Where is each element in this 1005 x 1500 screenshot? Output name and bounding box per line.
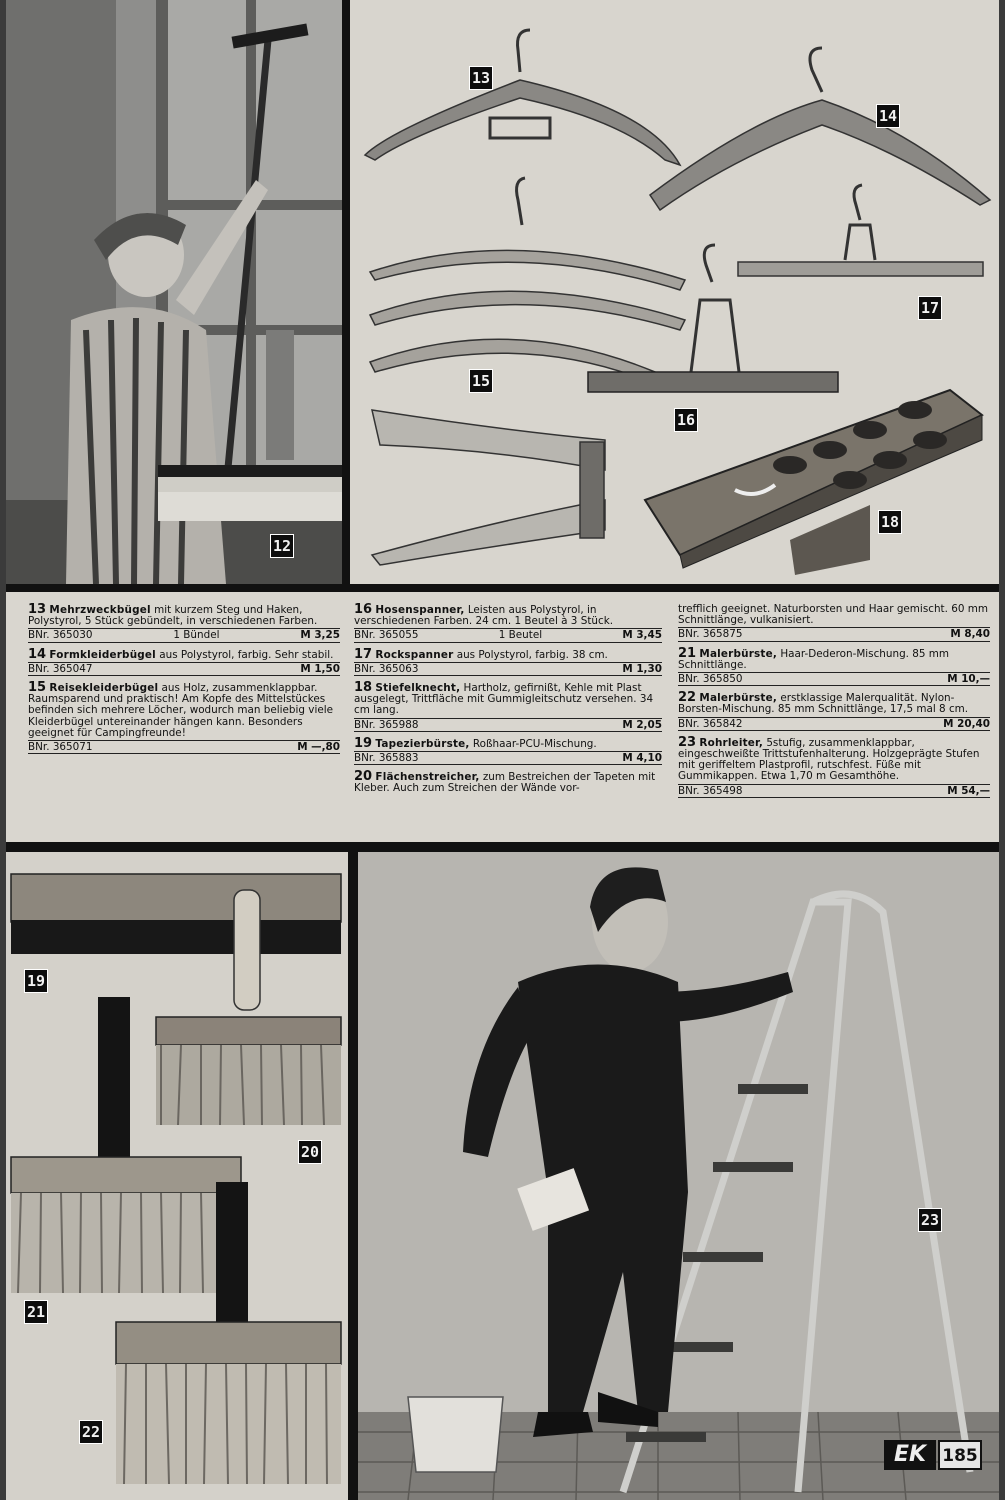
rule-vertical-bottom xyxy=(348,852,358,1500)
entry-description: erstklassige Malerqualität. Nylon-Borsten-Mischung. 85 mm Schnittlänge, 17,5 mal 8 cm. xyxy=(678,692,969,716)
order-number: BNr. 365850 xyxy=(678,673,743,686)
tag-21: 21 xyxy=(24,1300,48,1324)
entry-description: Leisten aus Polystyrol, in verschiedenen Farben. 24 cm. 1 Beutel à 3 Stück. xyxy=(354,604,614,628)
tag-12: 12 xyxy=(270,534,294,558)
order-unit: 1 Beutel xyxy=(498,629,543,642)
tag-23: 23 xyxy=(918,1208,942,1232)
order-row xyxy=(28,628,340,642)
text-column-2 xyxy=(354,604,662,801)
photo-window-cleaner xyxy=(6,0,342,584)
price: M 54,— xyxy=(947,784,990,797)
entry-name: Rohrleiter, xyxy=(699,736,763,749)
entry-name: Reisekleiderbügel xyxy=(49,682,159,695)
entry-name: Stiefelknecht, xyxy=(375,682,461,695)
entry-19 xyxy=(354,735,662,765)
entry-name: Hosenspanner, xyxy=(375,604,465,616)
price: M 4,10 xyxy=(622,752,662,765)
price: M 1,30 xyxy=(622,662,662,675)
page-number: 185 xyxy=(938,1440,982,1470)
entry-description: trefflich geeignet. Naturborsten und Haar gemischt. 60 mm Schnittlänge, vulkanisiert. xyxy=(678,603,988,627)
price: M 8,40 xyxy=(950,628,990,641)
price: M 3,45 xyxy=(622,629,662,642)
order-row xyxy=(354,718,662,732)
order-number: BNr. 365047 xyxy=(28,662,93,675)
photo-ladder xyxy=(358,852,999,1500)
catalog-page xyxy=(6,0,999,1500)
tag-18: 18 xyxy=(878,510,902,534)
order-number: BNr. 365063 xyxy=(354,662,419,675)
entry-20-continued xyxy=(678,604,990,642)
order-number: BNr. 365030 xyxy=(28,629,93,642)
price: M 20,40 xyxy=(943,717,990,730)
text-column-3 xyxy=(678,604,990,804)
entry-15 xyxy=(28,682,340,754)
entry-description: aus Polystyrol, farbig. 38 cm. xyxy=(456,648,608,661)
order-row xyxy=(678,627,990,641)
entry-name: Tapezierbürste, xyxy=(375,737,470,750)
tag-20: 20 xyxy=(298,1140,322,1164)
tag-15: 15 xyxy=(469,369,493,393)
entry-number: 13 xyxy=(28,602,47,617)
order-number: BNr. 365055 xyxy=(354,629,419,642)
rule-horizontal-top xyxy=(6,584,999,592)
order-row xyxy=(354,628,662,642)
order-number: BNr. 365071 xyxy=(28,741,93,754)
order-row xyxy=(28,740,340,754)
catalog-logo: EK xyxy=(884,1440,936,1470)
tag-14: 14 xyxy=(876,104,900,128)
hangers-image xyxy=(350,0,999,584)
brushes-image xyxy=(6,852,348,1500)
entry-name: Mehrzweckbügel xyxy=(49,604,151,616)
tag-17: 17 xyxy=(918,296,942,320)
entry-name: Malerbürste, xyxy=(699,692,777,705)
entry-20 xyxy=(354,771,662,794)
entry-number: 18 xyxy=(354,680,373,696)
rule-vertical-top xyxy=(342,0,350,592)
entry-21 xyxy=(678,645,990,687)
entry-number: 17 xyxy=(354,646,373,662)
entry-description: Roßhaar-PCU-Mischung. xyxy=(472,737,597,750)
entry-23 xyxy=(678,734,990,798)
entry-description: Haar-Dederon-Mischung. 85 mm Schnittlänge. xyxy=(678,647,950,671)
entry-description: aus Holz, zusammenklappbar. Raumsparend und praktisch! Am Kopfe des Mittelstückes befinden sich mehrere Löcher, wodurch man beliebig viele Kleiderbügel untereinander hängen kann. Besonders geeignet für Campingfreunde! xyxy=(28,682,334,739)
entry-number: 22 xyxy=(678,690,697,706)
price: M 1,50 xyxy=(300,662,340,675)
entry-number: 16 xyxy=(354,602,373,617)
entry-description: zum Bestreichen der Tapeten mit Kleber. Auch zum Streichen der Wände vor- xyxy=(354,771,656,795)
entry-name: Rockspanner xyxy=(375,648,454,661)
order-row xyxy=(678,784,990,798)
photo-brushes xyxy=(6,852,348,1500)
entry-description: 5stufig, zusammenklappbar, eingeschweißte Trittstufenhalterung. Holzgeprägte Stufen mit geriffeltem Plastprofil, rutschfest. Füße mit Gummikappen. Etwa 1,70 m Gesamthöhe. xyxy=(678,736,980,783)
order-number: BNr. 365875 xyxy=(678,628,743,641)
tag-22: 22 xyxy=(79,1420,103,1444)
entry-number: 14 xyxy=(28,646,47,662)
window-cleaner-image xyxy=(6,0,342,584)
order-number: BNr. 365883 xyxy=(354,752,419,765)
order-row xyxy=(354,662,662,676)
entry-18 xyxy=(354,682,662,732)
order-row xyxy=(28,662,340,676)
price: M —,80 xyxy=(297,741,340,754)
entry-description: aus Polystyrol, farbig. Sehr stabil. xyxy=(159,648,334,661)
tag-16: 16 xyxy=(674,408,698,432)
entry-number: 20 xyxy=(354,769,373,785)
entry-14 xyxy=(28,646,340,676)
price: M 10,— xyxy=(947,673,990,686)
tag-19: 19 xyxy=(24,969,48,993)
price: M 3,25 xyxy=(300,629,340,642)
entry-number: 19 xyxy=(354,735,373,751)
entry-description: mit kurzem Steg und Haken, Polystyrol, 5 Stück gebündelt, in verschiedenen Farben. xyxy=(28,604,318,628)
order-row xyxy=(678,672,990,686)
entry-number: 21 xyxy=(678,645,697,661)
order-unit: 1 Bündel xyxy=(173,629,220,642)
price: M 2,05 xyxy=(622,718,662,731)
entry-description: Hartholz, gefirnißt, Kehle mit Plast ausgelegt, Trittfläche mit Gummigleitschutz versehen. 34 cm lang. xyxy=(354,682,654,717)
entry-16 xyxy=(354,604,662,643)
entry-22 xyxy=(678,692,990,731)
entry-name: Malerbürste, xyxy=(699,647,777,660)
entry-name: Flächenstreicher, xyxy=(375,771,480,784)
entry-13 xyxy=(28,604,340,643)
order-number: BNr. 365498 xyxy=(678,784,743,797)
rule-horizontal-bottom xyxy=(6,842,999,852)
order-number: BNr. 365988 xyxy=(354,718,419,731)
entry-number: 23 xyxy=(678,734,697,750)
tag-13: 13 xyxy=(469,66,493,90)
ladder-image xyxy=(358,852,999,1500)
order-number: BNr. 365842 xyxy=(678,717,743,730)
entry-17 xyxy=(354,646,662,676)
entry-name: Formkleiderbügel xyxy=(49,648,156,661)
order-row xyxy=(678,717,990,731)
entry-number: 15 xyxy=(28,680,47,696)
text-column-1 xyxy=(28,604,340,760)
order-row xyxy=(354,751,662,765)
photo-hangers xyxy=(350,0,999,584)
